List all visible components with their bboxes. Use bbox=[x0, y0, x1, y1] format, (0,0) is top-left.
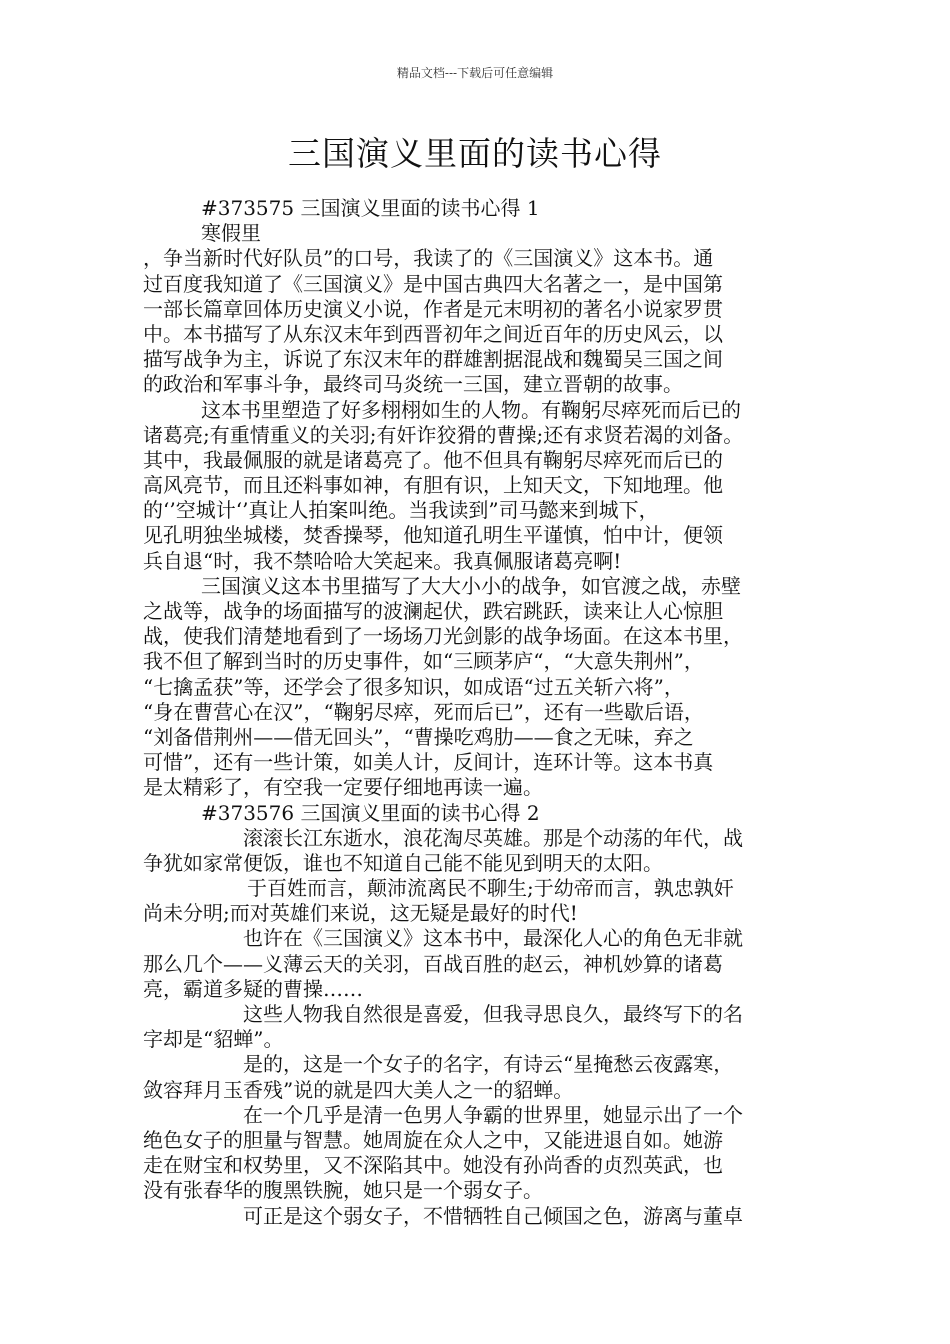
text-line: 这些人物我自然很是喜爱，但我寻思良久，最终写下的名 bbox=[243, 1002, 743, 1026]
document-title: 三国演义里面的读书心得 bbox=[288, 134, 662, 173]
text-line: 高风亮节，而且还料事如神，有胆有识，上知天文，下知地理。他 bbox=[143, 473, 723, 498]
text-line: 走在财宝和权势里，又不深陷其中。她没有孙尚香的贞烈英武，也 bbox=[143, 1153, 723, 1178]
text-line: 过百度我知道了《三国演义》是中国古典四大名著之一，是中国第 bbox=[143, 271, 723, 296]
document-body bbox=[143, 196, 819, 1229]
text-line: 见孔明独坐城楼，焚香操琴，他知道孔明生平谨慎，怕中计，便领 bbox=[143, 523, 723, 548]
text-line: 争犹如家常便饭，谁也不知道自己能不能见到明天的太阳。 bbox=[143, 850, 663, 875]
text-line: 也许在《三国演义》这本书中，最深化人心的角色无非就 bbox=[243, 926, 743, 951]
text-line: 是的，这是一个女子的名字，有诗云“星掩愁云夜露寒， bbox=[243, 1052, 734, 1077]
text-line: 我不但了解到当时的历史事件，如“三顾茅庐“，“大意失荆州”， bbox=[143, 649, 704, 674]
text-line: 是太精彩了，有空我一定要仔细地再读一遍。 bbox=[143, 775, 543, 800]
text-line: 绝色女子的胆量与智慧。她周旋在众人之中，又能进退自如。她游 bbox=[143, 1127, 723, 1152]
text-line: #373575 三国演义里面的读书心得 1 bbox=[201, 196, 540, 220]
text-line: 亮，霸道多疑的曹操…… bbox=[143, 976, 363, 1001]
text-line: “七擒孟获”等，还学会了很多知识，如成语“过五关斩六将”， bbox=[143, 674, 684, 699]
text-line: 一部长篇章回体历史演义小说，作者是元末明初的著名小说家罗贯 bbox=[143, 296, 723, 321]
text-line: 那么几个——义薄云天的关羽，百战百胜的赵云，神机妙算的诸葛 bbox=[143, 951, 723, 976]
page-header: 精品文档---下载后可任意编辑 bbox=[396, 66, 554, 80]
text-line: 之战等，战争的场面描写的波澜起伏，跌宕跳跃，读来让人心惊胆 bbox=[143, 599, 723, 623]
text-line: 寒假里 bbox=[201, 221, 261, 246]
text-line: ，争当新时代好队员”的口号，我读了的《三国演义》这本书。通 bbox=[143, 246, 714, 271]
text-line: 的政治和军事斗争，最终司马炎统一三国，建立晋朝的故事。 bbox=[143, 372, 683, 397]
text-line: 这本书里塑造了好多栩栩如生的人物。有鞠躬尽瘁死而后已的 bbox=[201, 397, 741, 422]
text-line: 战，使我们清楚地看到了一场场刀光剑影的战争场面。在这本书里， bbox=[143, 624, 743, 649]
text-line: 没有张春华的腹黑铁腕，她只是一个弱女子。 bbox=[143, 1178, 543, 1203]
text-line: 在一个几乎是清一色男人争霸的世界里，她显示出了一个 bbox=[243, 1102, 743, 1127]
text-line: 敛容拜月玉香残”说的就是四大美人之一的貂蝉。 bbox=[143, 1077, 574, 1102]
text-line: 可惜”，还有一些计策，如美人计，反间计，连环计等。这本书真 bbox=[143, 750, 714, 775]
text-line: “刘备借荆州——借无回头”，“曹操吃鸡肋——食之无味，弃之 bbox=[143, 724, 694, 749]
text-line: 字却是“貂蝉”。 bbox=[143, 1027, 284, 1052]
text-line: 其中，我最佩服的就是诸葛亮了。他不但具有鞠躬尽瘁死而后已的 bbox=[143, 447, 723, 472]
text-line: 诸葛亮;有重情重义的关羽;有奸诈狡猾的曹操;还有求贤若渴的刘备。 bbox=[143, 422, 744, 447]
text-line: 可正是这个弱女子，不惜牺牲自己倾国之色，游离与董卓 bbox=[243, 1203, 743, 1228]
text-line: 描写战争为主，诉说了东汉末年的群雄割据混战和魏蜀吴三国之间 bbox=[143, 347, 723, 372]
text-line: 滚滚长江东逝水，浪花淘尽英雄。那是个动荡的年代，战 bbox=[243, 825, 743, 850]
text-line: #373576 三国演义里面的读书心得 2 bbox=[201, 800, 540, 825]
text-line: 中。本书描写了从东汉末年到西晋初年之间近百年的历史风云，以 bbox=[143, 321, 723, 346]
text-line: 的‘’空城计‘’真让人拍案叫绝。当我读到”司马懿来到城下， bbox=[143, 498, 659, 523]
text-line: 于百姓而言，颠沛流离民不聊生;于幼帝而言，孰忠孰奸 bbox=[247, 876, 734, 901]
text-line: 兵自退“时，我不禁哈哈大笑起来。我真佩服诸葛亮啊! bbox=[143, 548, 622, 573]
text-line: 三国演义这本书里描写了大大小小的战争，如官渡之战，赤壁 bbox=[201, 573, 741, 598]
text-line: “身在曹营心在汉”，“鞠躬尽瘁，死而后已”，还有一些歇后语， bbox=[143, 699, 704, 724]
text-line: 尚未分明;而对英雄们来说，这无疑是最好的时代! bbox=[143, 901, 578, 926]
